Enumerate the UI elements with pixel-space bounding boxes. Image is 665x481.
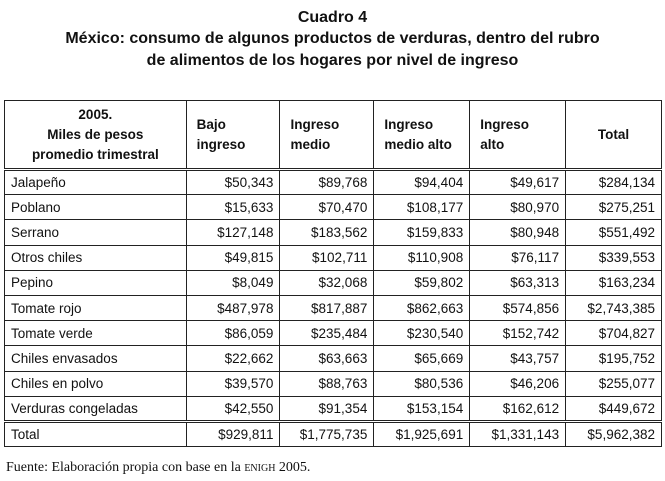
row-label: Chiles en polvo bbox=[5, 371, 187, 396]
total-bajo-ingreso: $929,811 bbox=[186, 421, 280, 446]
table-row bbox=[5, 295, 662, 320]
source-suffix: 2005. bbox=[275, 460, 311, 475]
source-note bbox=[6, 460, 310, 476]
cell-ingreso-alto: $63,313 bbox=[470, 270, 566, 295]
cell-ingreso-alto: $49,617 bbox=[470, 170, 566, 195]
cell-ingreso-alto: $46,206 bbox=[470, 371, 566, 396]
cell-total: $255,077 bbox=[566, 371, 662, 396]
header-total bbox=[566, 101, 662, 170]
header-row bbox=[5, 101, 662, 170]
total-row bbox=[5, 421, 662, 446]
cell-ingreso-medio-alto: $110,908 bbox=[374, 245, 470, 270]
consumption-table bbox=[4, 100, 662, 447]
total-row-label: Total bbox=[5, 421, 187, 446]
cell-bajo-ingreso: $86,059 bbox=[186, 321, 280, 346]
table-title-line-2: de alimentos de los hogares por nivel de ingreso bbox=[146, 52, 519, 69]
source-acronym: enigh bbox=[244, 460, 276, 475]
cell-total: $2,743,385 bbox=[566, 295, 662, 320]
cell-ingreso-medio-alto: $230,540 bbox=[374, 321, 470, 346]
row-label: Tomate rojo bbox=[5, 295, 187, 320]
table-row bbox=[5, 170, 662, 195]
cell-ingreso-alto: $43,757 bbox=[470, 346, 566, 371]
total-ingreso-alto: $1,331,143 bbox=[470, 421, 566, 446]
cell-total: $195,752 bbox=[566, 346, 662, 371]
source-prefix: Fuente: Elaboración propia con base en la bbox=[6, 460, 245, 475]
table-row bbox=[5, 396, 662, 421]
header-ingreso-medio bbox=[280, 101, 374, 170]
table-row bbox=[5, 245, 662, 270]
cell-total: $163,234 bbox=[566, 270, 662, 295]
table-row bbox=[5, 220, 662, 245]
header-bajo-ingreso bbox=[186, 101, 280, 170]
cell-ingreso-medio-alto: $94,404 bbox=[374, 170, 470, 195]
header-ingreso-medio-line-2: medio bbox=[290, 136, 331, 152]
cell-ingreso-alto: $76,117 bbox=[470, 245, 566, 270]
header-corner bbox=[5, 101, 187, 170]
header-corner-line-3: promedio trimestral bbox=[31, 146, 159, 162]
cell-bajo-ingreso: $42,550 bbox=[186, 396, 280, 421]
cell-ingreso-medio-alto: $65,669 bbox=[374, 346, 470, 371]
header-total-label: Total bbox=[597, 126, 630, 142]
cell-total: $284,134 bbox=[566, 170, 662, 195]
cell-bajo-ingreso: $127,148 bbox=[186, 220, 280, 245]
table-row bbox=[5, 346, 662, 371]
total-ingreso-medio: $1,775,735 bbox=[280, 421, 374, 446]
cell-ingreso-medio: $70,470 bbox=[280, 195, 374, 220]
cell-bajo-ingreso: $49,815 bbox=[186, 245, 280, 270]
row-label: Chiles envasados bbox=[5, 346, 187, 371]
cell-bajo-ingreso: $8,049 bbox=[186, 270, 280, 295]
cell-total: $275,251 bbox=[566, 195, 662, 220]
row-label: Poblano bbox=[5, 195, 187, 220]
header-ingreso-alto-line-1: Ingreso bbox=[480, 116, 529, 132]
cell-ingreso-medio-alto: $80,536 bbox=[374, 371, 470, 396]
table-body bbox=[5, 170, 662, 447]
header-ingreso-medio-line-1: Ingreso bbox=[290, 116, 340, 132]
cell-total: $551,492 bbox=[566, 220, 662, 245]
cell-ingreso-medio: $817,887 bbox=[280, 295, 374, 320]
cell-total: $339,553 bbox=[566, 245, 662, 270]
table-row bbox=[5, 270, 662, 295]
row-label: Serrano bbox=[5, 220, 187, 245]
row-label: Otros chiles bbox=[5, 245, 187, 270]
table-title-line-1: México: consumo de algunos productos de verduras, dentro del rubro bbox=[65, 30, 600, 47]
row-label: Pepino bbox=[5, 270, 187, 295]
cell-ingreso-medio: $88,763 bbox=[280, 371, 374, 396]
cell-total: $704,827 bbox=[566, 321, 662, 346]
total-ingreso-medio-alto: $1,925,691 bbox=[374, 421, 470, 446]
cell-bajo-ingreso: $39,570 bbox=[186, 371, 280, 396]
table-row bbox=[5, 195, 662, 220]
row-label: Tomate verde bbox=[5, 321, 187, 346]
cell-bajo-ingreso: $22,662 bbox=[186, 346, 280, 371]
total-grand: $5,962,382 bbox=[566, 421, 662, 446]
header-corner-line-1: 2005. bbox=[78, 106, 113, 122]
cell-ingreso-medio: $63,663 bbox=[280, 346, 374, 371]
cell-ingreso-alto: $80,970 bbox=[470, 195, 566, 220]
cell-ingreso-medio-alto: $159,833 bbox=[374, 220, 470, 245]
cell-ingreso-medio: $235,484 bbox=[280, 321, 374, 346]
cell-ingreso-alto: $162,612 bbox=[470, 396, 566, 421]
cell-ingreso-alto: $574,856 bbox=[470, 295, 566, 320]
header-bajo-ingreso-line-2: ingreso bbox=[196, 136, 246, 152]
header-corner-line-2: Miles de pesos bbox=[47, 126, 144, 142]
cell-ingreso-medio: $89,768 bbox=[280, 170, 374, 195]
cell-ingreso-medio: $32,068 bbox=[280, 270, 374, 295]
cell-ingreso-medio-alto: $153,154 bbox=[374, 396, 470, 421]
cell-ingreso-medio: $102,711 bbox=[280, 245, 374, 270]
cell-ingreso-medio-alto: $108,177 bbox=[374, 195, 470, 220]
table-row bbox=[5, 371, 662, 396]
row-label: Jalapeño bbox=[5, 170, 187, 195]
header-ingreso-medio-alto bbox=[374, 101, 470, 170]
header-bajo-ingreso-line-1: Bajo bbox=[196, 116, 226, 132]
header-ingreso-medio-alto-line-1: Ingreso bbox=[384, 116, 434, 132]
header-ingreso-alto-line-2: alto bbox=[480, 136, 505, 152]
cell-bajo-ingreso: $487,978 bbox=[186, 295, 280, 320]
table-row bbox=[5, 321, 662, 346]
row-label: Verduras congeladas bbox=[5, 396, 187, 421]
cell-ingreso-alto: $152,742 bbox=[470, 321, 566, 346]
header-ingreso-medio-alto-line-2: medio alto bbox=[384, 136, 452, 152]
table-caption bbox=[0, 8, 665, 72]
cell-ingreso-medio-alto: $59,802 bbox=[374, 270, 470, 295]
cell-ingreso-medio: $91,354 bbox=[280, 396, 374, 421]
header-ingreso-alto bbox=[470, 101, 566, 170]
cell-total: $449,672 bbox=[566, 396, 662, 421]
table-number: Cuadro 4 bbox=[297, 9, 368, 26]
cell-bajo-ingreso: $15,633 bbox=[186, 195, 280, 220]
cell-ingreso-medio: $183,562 bbox=[280, 220, 374, 245]
cell-ingreso-medio-alto: $862,663 bbox=[374, 295, 470, 320]
cell-bajo-ingreso: $50,343 bbox=[186, 170, 280, 195]
cell-ingreso-alto: $80,948 bbox=[470, 220, 566, 245]
